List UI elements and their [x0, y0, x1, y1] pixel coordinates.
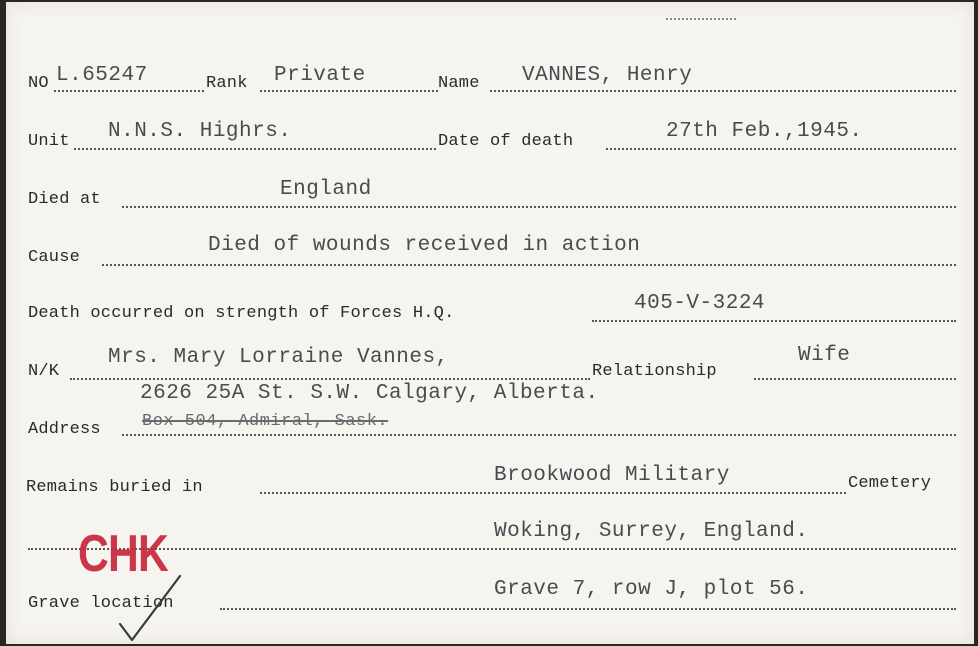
relationship-value: Wife	[798, 344, 851, 367]
rank-value: Private	[274, 64, 366, 87]
cause-label: Cause	[28, 248, 81, 267]
address-label: Address	[28, 420, 101, 439]
died-at-value: England	[280, 178, 372, 201]
remains-label: Remains buried in	[26, 478, 203, 497]
rank-line	[260, 90, 438, 92]
chk-stamp: CHK	[78, 525, 168, 583]
address-line	[122, 434, 956, 436]
no-line	[54, 90, 204, 92]
relationship-line	[754, 378, 956, 380]
record-card	[6, 2, 974, 644]
grave-label: Grave location	[28, 594, 174, 613]
top-divider	[666, 18, 736, 20]
address-value: 2626 25A St. S.W. Calgary, Alberta.	[140, 382, 599, 405]
date-line	[606, 148, 956, 150]
location-value: Woking, Surrey, England.	[494, 520, 809, 543]
no-value: L.65247	[56, 64, 148, 87]
unit-line	[74, 148, 436, 150]
grave-line	[220, 608, 956, 610]
strength-value: 405-V-3224	[634, 292, 766, 315]
relationship-label: Relationship	[592, 362, 717, 381]
no-label: NO	[28, 74, 49, 93]
cemetery-label: Cemetery	[848, 474, 932, 493]
name-line	[490, 90, 956, 92]
cause-line	[102, 264, 956, 266]
strength-line	[592, 320, 956, 322]
died-at-label: Died at	[28, 190, 101, 209]
name-value: VANNES, Henry	[522, 64, 693, 87]
strength-label: Death occurred on strength of Forces H.Q.	[28, 304, 455, 323]
nk-label: N/K	[28, 362, 60, 381]
grave-value: Grave 7, row J, plot 56.	[494, 578, 809, 601]
date-label: Date of death	[438, 132, 574, 151]
remains-line	[260, 492, 846, 494]
cause-value: Died of wounds received in action	[208, 234, 641, 257]
date-value: 27th Feb.,1945.	[666, 120, 863, 143]
unit-label: Unit	[28, 132, 70, 151]
address-old-struck: Box 504, Admiral, Sask.	[142, 412, 389, 431]
nk-line	[70, 378, 590, 380]
check-mark-icon	[118, 572, 188, 644]
nk-value: Mrs. Mary Lorraine Vannes,	[108, 346, 449, 369]
cemetery-value: Brookwood Military	[494, 464, 730, 487]
died-at-line	[122, 206, 956, 208]
rank-label: Rank	[206, 74, 248, 93]
name-label: Name	[438, 74, 480, 93]
unit-value: N.N.S. Highrs.	[108, 120, 292, 143]
